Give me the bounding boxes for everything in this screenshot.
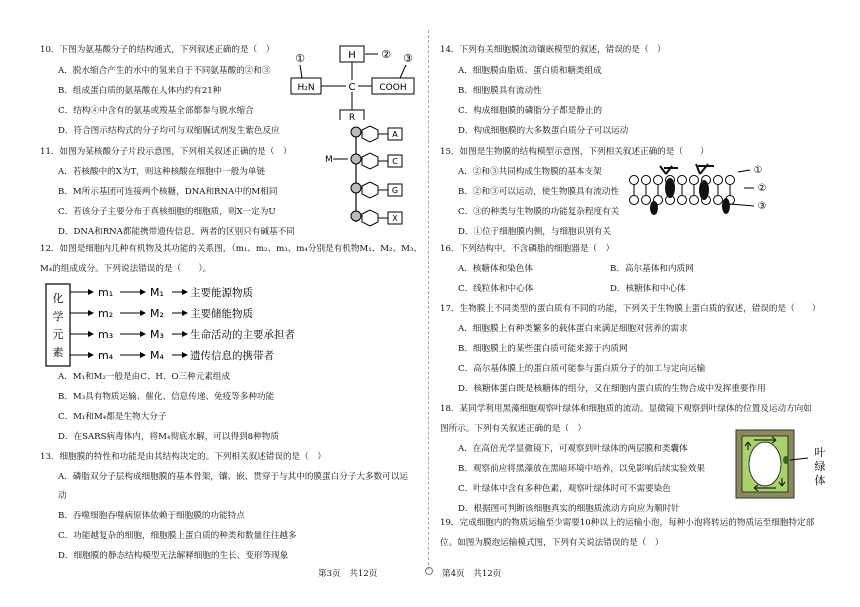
phospholipid-head — [642, 196, 651, 205]
right-page — [430, 0, 860, 607]
chem-arrowhead — [88, 331, 94, 337]
aa-h: H — [348, 50, 356, 61]
chem-function-label: 遗传信息的携带者 — [190, 350, 274, 362]
phospholipid-head — [630, 196, 639, 205]
aa-label-3: ③ — [403, 52, 413, 65]
q13-option-b: B．吞噬细胞吞噬病原体依赖于细胞膜的功能特点 — [58, 511, 245, 521]
q13-stem: 13．细胞膜的特性和功能是由其结构决定的。下列相关叙述错误的是（ ） — [40, 452, 326, 462]
chem-monomer-label: m₃ — [98, 328, 114, 341]
q16-option-c: C．线粒体和中心体 — [458, 284, 534, 294]
chem-box-char-1: 化 — [52, 292, 64, 305]
chem-polymer-label: M₃ — [150, 328, 164, 341]
q14-option-d: D．构成细胞膜的大多数蛋白质分子可以运动 — [458, 126, 629, 136]
chem-box-char-2: 学 — [52, 310, 64, 323]
q12-option-a: A．M₁和M₂一般是由C、H、O三种元素组成 — [58, 372, 231, 382]
column-divider — [428, 30, 429, 570]
phospholipid-head — [678, 196, 687, 205]
q15-option-c: C．③的种类与生物膜的功能复杂程度有关 — [458, 207, 620, 217]
phospholipid-head — [654, 176, 663, 185]
nucleic-acid-figure — [322, 122, 410, 234]
na-m-label: M — [325, 155, 333, 165]
chem-function-label: 主要储能物质 — [190, 308, 253, 320]
q11-option-a: A．若核酸中的X为T，则这种核酸在细胞中一般为单链 — [58, 167, 266, 177]
chem-box-char-4: 素 — [52, 346, 64, 359]
q13-option-d: D．细胞膜的静态结构模型无法解释细胞的生长、变形等现象 — [58, 551, 289, 561]
q17-option-a: A．细胞膜上有种类繁多的载体蛋白来满足细胞对营养的需求 — [458, 324, 688, 334]
phospholipid-head — [690, 196, 699, 205]
na-base-a: A — [392, 130, 398, 139]
chem-monomer-label: m₁ — [98, 286, 114, 299]
q18-option-a: A．在高倍光学显微镜下，可观察到叶绿体的两层膜和类囊体 — [458, 444, 688, 454]
q11-option-b: B．M所示基团可连接两个核糖，DNA和RNA中的M相同 — [58, 187, 278, 197]
q10-option-c: C．结构④中含有的氨基或羧基全部都参与脱水缩合 — [58, 106, 254, 116]
mem-label-2: ② — [757, 183, 767, 194]
chem-arrowhead — [88, 352, 94, 358]
q14-stem: 14．下列有关细胞膜流动镶嵌模型的叙述，错误的是（ ） — [440, 45, 666, 55]
q12-stem-line2: M₄的组成成分。下列说法错误的是（ ）。 — [40, 264, 212, 274]
chem-arrowhead — [140, 331, 146, 337]
q12-stem-line1: 12．如图是细胞内几种有机物及其功能的关系图，（m₁、m₂、m₃、m₄分别是有机物M₁、M₂、M₃、 — [40, 244, 422, 254]
q12-option-d: D．在SARS病毒体内，将M₄彻底水解，可以得到8种物质 — [58, 432, 279, 442]
aa-cooh: COOH — [379, 83, 407, 93]
na-base-g: G — [391, 186, 399, 195]
q17-option-b: B．细胞膜上的某些蛋白质可能来源于内质网 — [458, 344, 628, 354]
page-number-right: 第4页 共12页 — [442, 569, 502, 579]
chem-function-label: 主要能源物质 — [190, 287, 253, 299]
q16-stem: 16．下列结构中，不含磷脂的细胞器是（ ） — [440, 244, 615, 254]
mem-label-1: ① — [753, 165, 763, 176]
chem-arrowhead — [140, 310, 146, 316]
phospholipid-head — [690, 176, 699, 185]
q19-stem-line1: 19．完成细胞内的物质运输至少需要10种以上的运输小泡，每种小泡将转运的物质运至细胞特定部 — [440, 518, 815, 528]
chem-arrowhead — [182, 289, 188, 295]
q18-stem-line2: 图所示。下列有关叙述正确的是（ ） — [440, 424, 587, 434]
q10-option-a: A．脱水缩合产生的水中的氢来自于不同氨基酸的②和③ — [58, 66, 271, 76]
chem-arrowhead — [182, 331, 188, 337]
q15-stem: 15．如图是生物膜的结构模型示意图，下列相关叙述正确的是（ ） — [440, 147, 709, 157]
q15-option-d: D．①位于细胞膜内侧，与细胞识别有关 — [458, 227, 611, 237]
phospholipid-head — [714, 196, 723, 205]
aa-nh2: H₂N — [297, 83, 315, 93]
q11-option-d: D．DNA和RNA都能携带遗传信息，两者的区别只有碱基不同 — [58, 227, 295, 237]
chem-monomer-label: m₄ — [98, 349, 114, 362]
phospholipid-head — [642, 176, 651, 185]
chloroplast-label-3: 体 — [814, 474, 826, 487]
phospholipid-head — [630, 176, 639, 185]
q14-option-c: C．构成细胞膜的磷脂分子都是静止的 — [458, 106, 603, 116]
membrane-model-figure — [626, 160, 776, 220]
aa-c: C — [348, 82, 356, 93]
q17-stem: 17．生物膜上不同类型的蛋白质有不同的功能，下列关于生物膜上蛋白质的叙述，错误的是（ ） — [440, 304, 821, 314]
chem-arrowhead — [182, 310, 188, 316]
q15-option-b: B．②和③可以运动，使生物膜具有流动性 — [458, 187, 620, 197]
chem-arrowhead — [88, 310, 94, 316]
chem-function-label: 生命活动的主要承担者 — [190, 329, 295, 341]
chem-box-char-3: 元 — [52, 328, 64, 341]
q19-stem-line2: 位。如图为膜泡运输模式图，下列有关说法错误的是（ ） — [440, 538, 664, 548]
phospholipid-head — [678, 176, 687, 185]
q12-option-b: B．M₃具有物质运输、催化、信息传递、免疫等多种功能 — [58, 392, 275, 402]
organic-molecule-function-figure — [40, 280, 330, 370]
q14-option-b: B．细胞膜具有流动性 — [458, 86, 542, 96]
q15-option-a: A．②和③共同构成生物膜的基本支架 — [458, 167, 602, 177]
q18-stem-line1: 18．某同学利用黑藻细胞观察叶绿体和细胞质的流动。显微镜下观察到叶绿体的位置及运动方向如 — [440, 404, 812, 414]
q13-option-a-cont: 动 — [58, 491, 67, 501]
chem-polymer-label: M₁ — [150, 286, 164, 299]
chem-arrowhead — [182, 352, 188, 358]
chem-monomer-label: m₂ — [98, 307, 114, 320]
q11-stem: 11．如图为某核酸分子片段示意图，下列相关叙述正确的是（ ） — [40, 147, 292, 157]
chloroplast-label-1: 叶 — [814, 446, 826, 459]
chloroplast-label-2: 绿 — [814, 460, 826, 473]
q11-option-c: C．若该分子主要分布于真核细胞的细胞质，则X一定为U — [58, 207, 276, 217]
chem-arrowhead — [140, 352, 146, 358]
q16-option-d: D．核糖体和中心体 — [610, 284, 686, 294]
phospholipid-head — [726, 176, 735, 185]
q13-option-c: C．功能越复杂的细胞，细胞膜上蛋白质的种类和数量往往越多 — [58, 531, 297, 541]
chem-polymer-label: M₂ — [150, 307, 164, 320]
chem-arrowhead — [88, 289, 94, 295]
aa-label-1: ① — [295, 52, 305, 65]
q18-option-d: D．根据图可判断该细胞真实的细胞质流动方向应为顺时针 — [458, 504, 680, 514]
q16-option-a: A．核糖体和染色体 — [458, 264, 533, 274]
na-base-x: X — [392, 214, 398, 223]
q17-option-d: D．核糖体蛋白既是核糖体的组分，又在细胞内蛋白质的生物合成中发挥重要作用 — [458, 384, 766, 394]
chem-polymer-label: M₄ — [150, 349, 164, 362]
aa-label-2: ② — [381, 48, 391, 61]
mem-label-3: ③ — [757, 201, 767, 212]
chem-arrowhead — [140, 289, 146, 295]
q17-option-c: C．高尔基体膜上的蛋白质可能参与蛋白质分子的加工与定向运输 — [458, 364, 706, 374]
q13-option-a: A．磷脂双分子层构成细胞膜的基本骨架，镶、嵌、贯穿于与其中的膜蛋白分子大多数可以运 — [58, 472, 408, 482]
q10-stem: 10．下图为氨基酸分子的结构通式，下列叙述正确的是（ ） — [40, 45, 275, 55]
q16-option-b: B．高尔基体和内质网 — [610, 264, 694, 274]
aa-r: R — [348, 113, 356, 120]
q10-option-d: D．符合图示结构式的分子均可与双缩脲试剂发生紫色反应 — [58, 126, 280, 136]
na-base-c: C — [392, 157, 398, 166]
q18-option-b: B．观察前应将黑藻放在黑暗环境中培养，以免影响后续实验效果 — [458, 464, 705, 474]
phospholipid-head — [714, 176, 723, 185]
chloroplast-cell-figure — [734, 428, 844, 500]
left-page — [0, 0, 425, 607]
q12-option-c: C．M₁和M₄都是生物大分子 — [58, 412, 167, 422]
q18-option-c: C．叶绿体中含有多种色素，观察叶绿体时可不需要染色 — [458, 484, 671, 494]
q14-option-a: A．细胞膜由脂质、蛋白质和糖类组成 — [458, 66, 602, 76]
amino-acid-structure-figure — [288, 42, 418, 120]
page-number-left: 第3页 共12页 — [318, 569, 378, 579]
q10-option-b: B．组成蛋白质的氨基酸在人体内约有21种 — [58, 86, 222, 96]
